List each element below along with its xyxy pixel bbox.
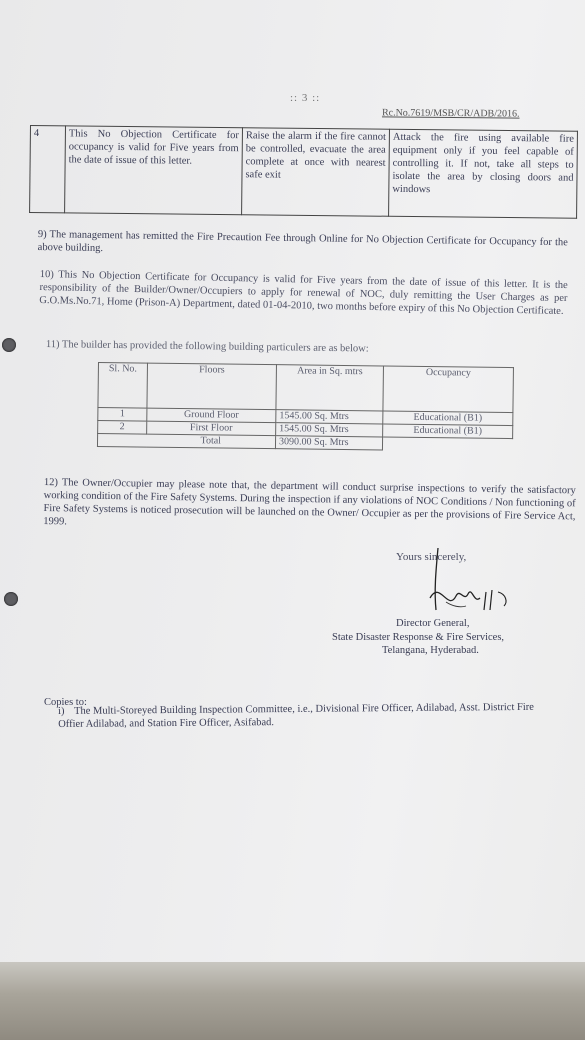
signatory-title: Director General, (396, 618, 470, 629)
header-area: Area in Sq. mtrs (276, 365, 384, 411)
paragraph-10: 10) This No Objection Certificate for Occupancy is valid for Five years from the date of issue of this letter. It is the responsibility of the Builder/Owner/Occupiers to apply for renewal of NOC, duly remitting the User Charges as per G.O.Ms.No.71, Home (Prison-A) Department, dated 01-04-2010, two months before expiry of this No Objection Certificate. (39, 268, 568, 317)
cell-area: 1545.00 Sq. Mtrs (276, 423, 383, 437)
copy-number: i) (58, 705, 65, 717)
paragraph-9: 9) The management has remitted the Fire Precaution Fee through Online for No Objection Certificate for Occupancy for the above building. (37, 228, 568, 255)
cell-area: 1545.00 Sq. Mtrs (276, 410, 383, 424)
cell-floor: Ground Floor (147, 408, 276, 423)
paragraph-12: 12) The Owner/Occupier may please note that, the department will conduct surprise inspections to verify the satisfactory working condition of the Fire Safety Systems. During the inspection if any violations of NOC Conditions / Non functioning of Fire Safety Systems is noticed prosecution will be launched on the Owner/ Occupier as per the provisions of Fire Service Act, 1999. (43, 476, 576, 528)
background-surface (0, 962, 585, 1040)
cell-sl: 1 (98, 408, 147, 422)
handwritten-signature (420, 540, 530, 620)
fire-instructions-table (29, 125, 578, 219)
copy-recipient (58, 701, 538, 731)
building-particulars-table (97, 362, 514, 452)
table-header-row (98, 363, 514, 413)
row-number: 4 (30, 126, 66, 213)
copy-text: The Multi-Storeyed Building Inspection Committee, i.e., Divisional Fire Officer, Adilabad, Asst. District Fire Offier Adilabad, and Station Fire Officer, Asifabad. (58, 701, 534, 730)
validity-cell: This No Objection Certificate for occupancy is valid for Five years from the date of issue of this letter. (65, 126, 243, 215)
cell-sl: 2 (98, 421, 147, 435)
table-row (30, 126, 578, 219)
punch-hole (2, 338, 16, 352)
attack-fire-cell: Attack the fire using available fire equipment only if you feel capable of controlling it. If not, take all steps to isolate the area by closing doors and windows (389, 129, 578, 218)
copies-heading: Copies to: (44, 697, 87, 708)
header-sl-no: Sl. No. (98, 363, 148, 409)
header-occupancy: Occupancy (383, 366, 514, 413)
cell-occupancy: Educational (B1) (383, 411, 513, 426)
cell-occupancy: Educational (B1) (383, 424, 513, 439)
total-label: Total (146, 434, 275, 449)
signatory-organization: State Disaster Response & Fire Services, (332, 632, 505, 643)
paragraph-11: 11) The builder has provided the following building particulers are as below: (45, 338, 369, 355)
cell-floor: First Floor (147, 421, 276, 436)
reference-number: Rc.No.7619/MSB/CR/ADB/2016. (381, 107, 520, 120)
alarm-cell: Raise the alarm if the fire cannot be controlled, evacuate the area complete at once with nearest safe exit (242, 128, 390, 217)
closing-salutation: Yours sincerely, (396, 551, 467, 563)
total-area: 3090.00 Sq. Mtrs (275, 436, 382, 450)
punch-hole (4, 592, 18, 606)
header-floors: Floors (147, 363, 277, 410)
signatory-location: Telangana, Hyderabad. (382, 645, 479, 656)
page-number: :: 3 :: (290, 92, 321, 104)
